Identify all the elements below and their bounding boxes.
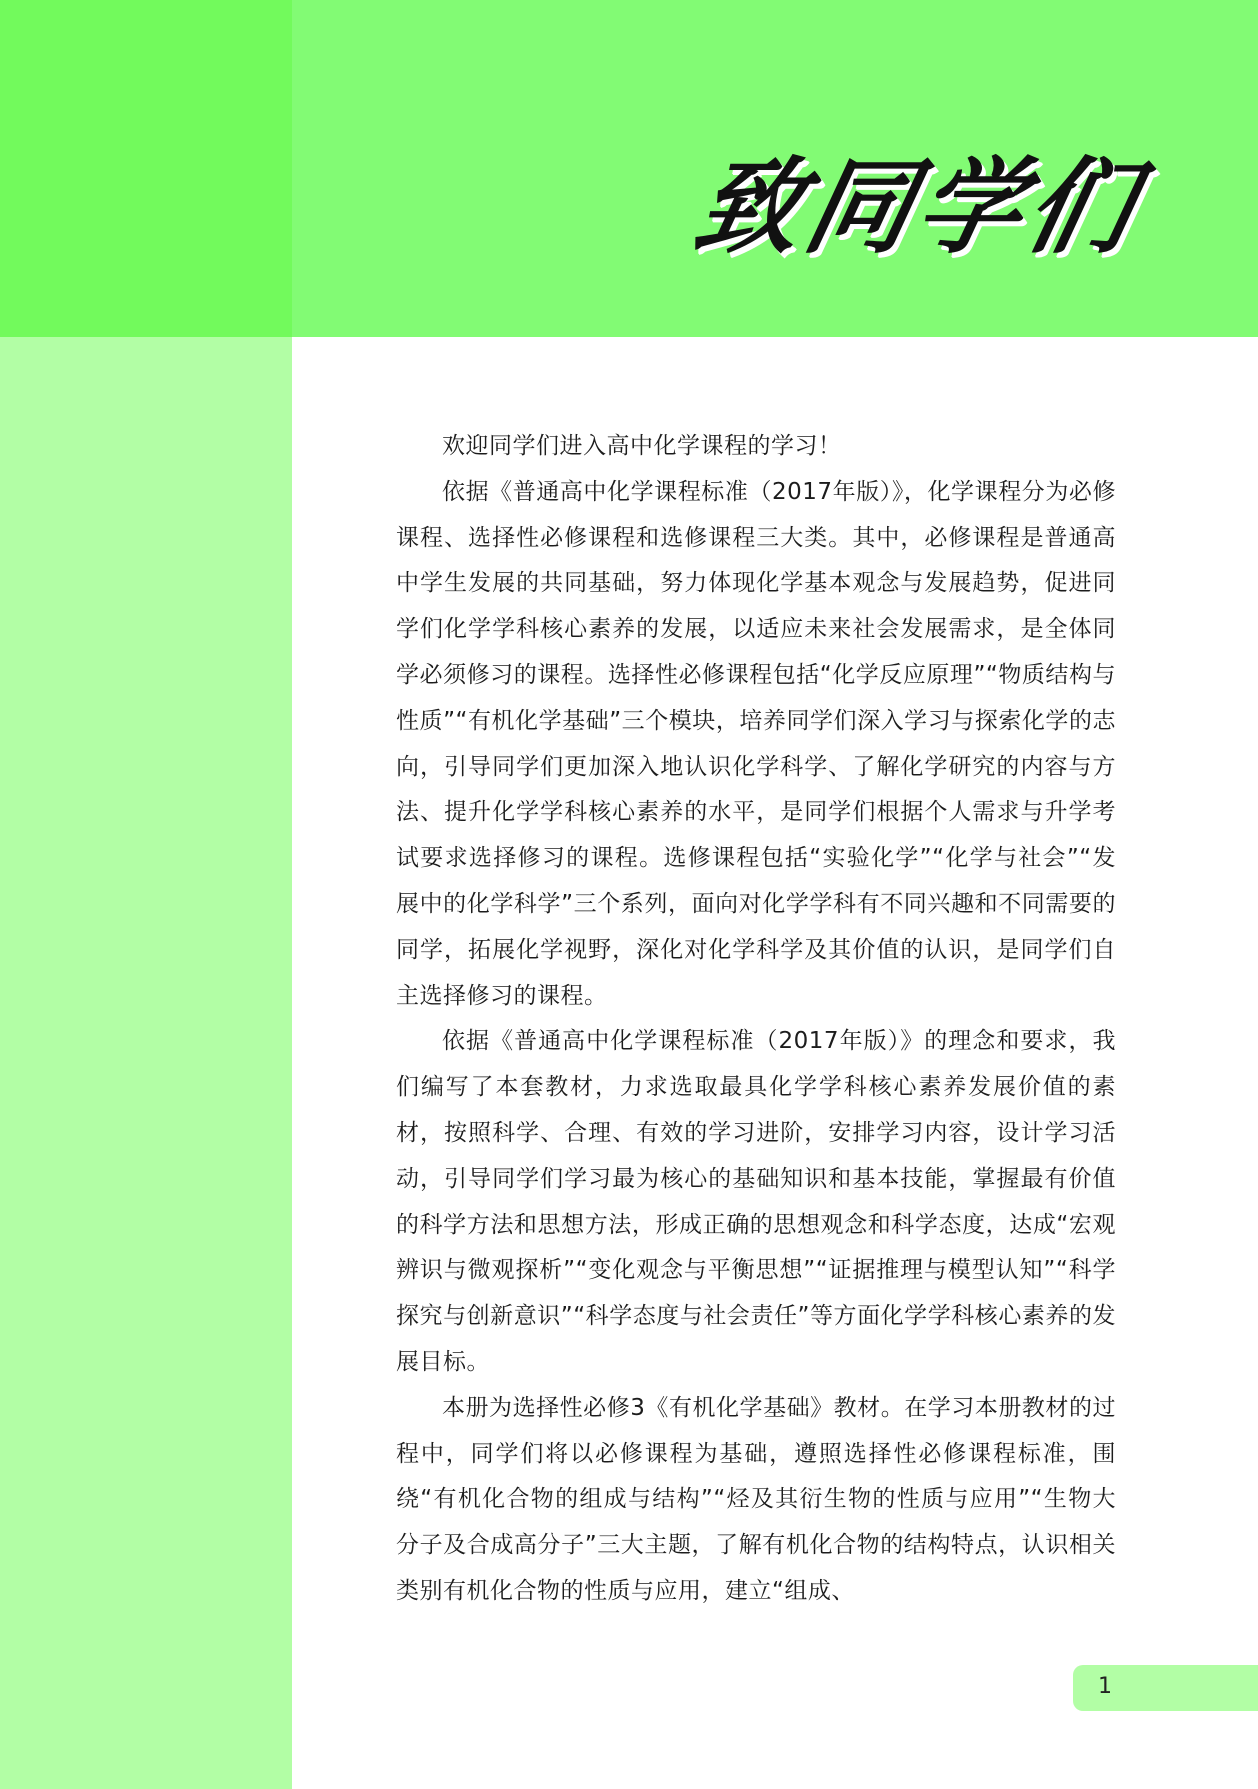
paragraph-welcome: 欢迎同学们进入高中化学课程的学习！ xyxy=(442,433,842,459)
body-text xyxy=(396,424,1116,1615)
corner-color-block xyxy=(0,0,292,337)
paragraph-curriculum: 依据《普通高中化学课程标准（2017年版）》，化学课程分为必修课程、选择性必修课程和选修课程三大类。其中，必修课程是普通高中学生发展的共同基础，努力体现化学基本观念与发展趋势，促进同学们化学学科核心素养的发展，以适应未来社会发展需求，是全体同学必须修习的课程。选择性必修课程包括“化学反应原理”“物质结构与性质”“有机化学基础”三个模块，培养同学们深入学习与探索化学的志向，引导同学们更加深入地认识化学科学、了解化学研究的内容与方法、提升化学学科核心素养的水平，是同学们根据个人需求与升学考试要求选择修习的课程。选修课程包括“实验化学”“化学与社会”“发展中的化学科学”三个系列，面向对化学学科有不同兴趣和不同需要的同学，拓展化学视野，深化对化学科学及其价值的认识，是同学们自主选择修习的课程。 xyxy=(396,478,1116,1009)
page-number: 1 xyxy=(1098,1674,1112,1699)
side-color-strip xyxy=(0,337,292,1789)
page-title: 致同学们 xyxy=(685,146,1151,268)
paragraph-this-volume: 本册为选择性必修3《有机化学基础》教材。在学习本册教材的过程中，同学们将以必修课程为基础，遵照选择性必修课程标准，围绕“有机化合物的组成与结构”“烃及其衍生物的性质与应用”“生物大分子及合成高分子”三大主题，了解有机化合物的结构特点，认识相关类别有机化合物的性质与应用，建立“组成、 xyxy=(396,1394,1116,1604)
paragraph-textbook-design: 依据《普通高中化学课程标准（2017年版）》的理念和要求，我们编写了本套教材，力求选取最具化学学科核心素养发展价值的素材，按照科学、合理、有效的学习进阶，安排学习内容，设计学习活动，引导同学们学习最为核心的基础知识和基本技能，掌握最有价值的科学方法和思想方法，形成正确的思想观念和科学态度，达成“宏观辨识与微观探析”“变化观念与平衡思想”“证据推理与模型认知”“科学探究与创新意识”“科学态度与社会责任”等方面化学学科核心素养的发展目标。 xyxy=(396,1028,1116,1375)
